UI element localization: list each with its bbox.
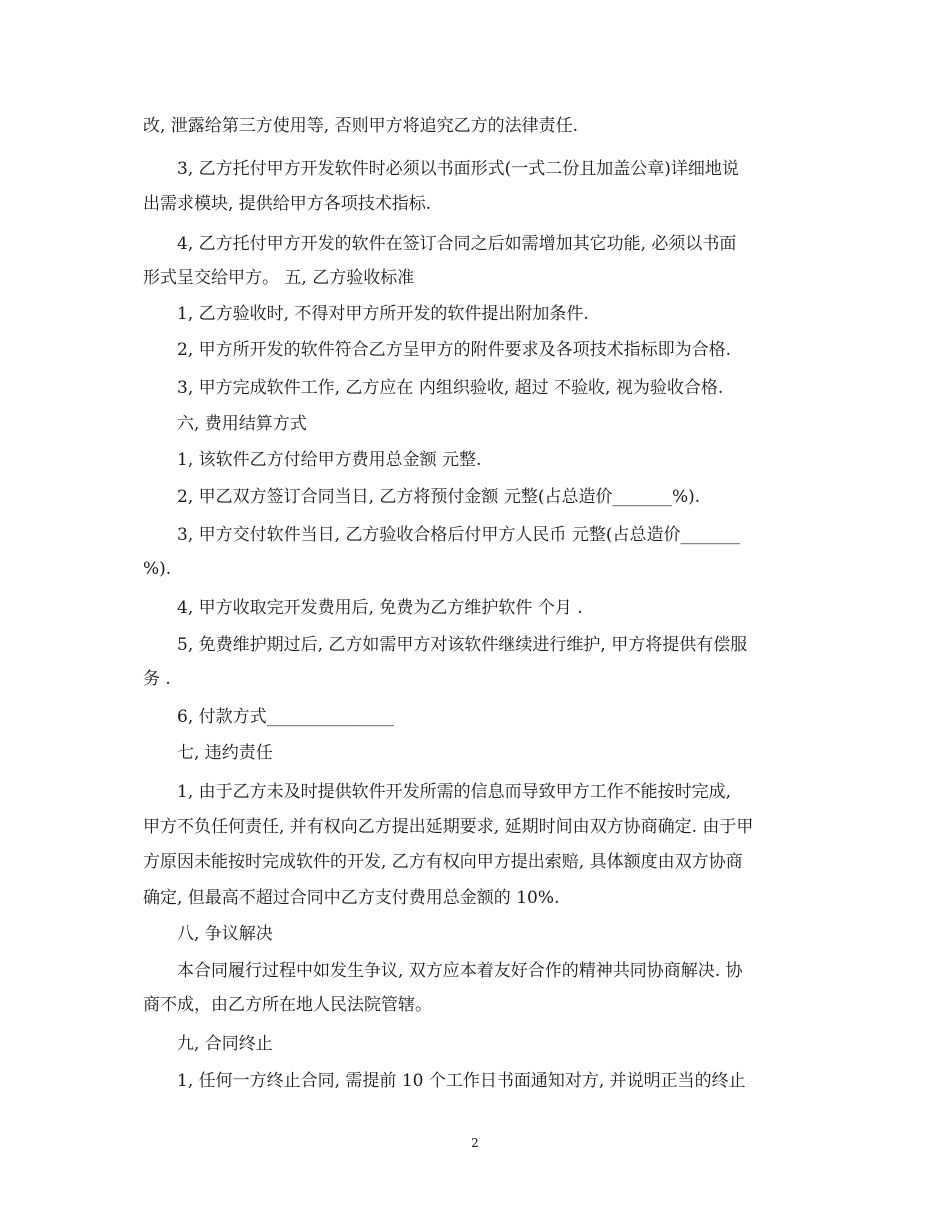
text-line: 3, 甲方完成软件工作, 乙方应在 内组织验收, 超过 不验收, 视为验收合格. bbox=[177, 378, 724, 398]
section-heading: 六, 费用结算方式 bbox=[177, 414, 307, 434]
text-line: 4, 甲方收取完开发费用后, 免费为乙方维护软件 个月 . bbox=[177, 598, 583, 618]
text-line: 出需求模块, 提供给甲方各项技术指标. bbox=[143, 194, 432, 214]
text-line: 1, 任何一方终止合同, 需提前 10 个工作日书面通知对方, 并说明正当的终止 bbox=[177, 1071, 746, 1091]
text-line: 形式呈交给甲方。 五, 乙方验收标准 bbox=[143, 268, 415, 288]
text-line: 1, 该软件乙方付给甲方费用总金额 元整. bbox=[177, 450, 482, 470]
text-line: 1, 乙方验收时, 不得对甲方所开发的软件提出附加条件. bbox=[177, 304, 589, 324]
text-line: 本合同履行过程中如发生争议, 双方应本着友好合作的精神共同协商解决. 协 bbox=[177, 961, 743, 981]
text-line: 务 . bbox=[143, 669, 171, 689]
section-heading: 八, 争议解决 bbox=[177, 924, 273, 944]
page-number: 2 bbox=[471, 1136, 479, 1150]
text-line: %). bbox=[143, 559, 172, 579]
section-heading: 九, 合同终止 bbox=[177, 1034, 273, 1054]
text-line: 3, 乙方托付甲方开发软件时必须以书面形式(一式二份且加盖公章)详细地说 bbox=[177, 159, 739, 179]
text-line: 甲方不负任何责任, 并有权向乙方提出延期要求, 延期时间由双方协商确定. 由于甲 bbox=[143, 817, 754, 837]
text-line: 确定, 但最高不超过合同中乙方支付费用总金额的 10%. bbox=[143, 888, 560, 908]
text-line: 3, 甲方交付软件当日, 乙方验收合格后付甲方人民币 元整(占总造价_______ bbox=[177, 525, 740, 545]
section-heading: 七, 违约责任 bbox=[177, 743, 273, 763]
text-line: 5, 免费维护期过后, 乙方如需甲方对该软件继续进行维护, 甲方将提供有偿服 bbox=[177, 635, 748, 655]
text-line: 2, 甲乙双方签订合同当日, 乙方将预付金额 元整(占总造价_______%). bbox=[177, 487, 701, 507]
text-line: 商不成，由乙方所在地人民法院管辖。 bbox=[143, 995, 432, 1015]
text-line: 6, 付款方式_______________ bbox=[177, 707, 395, 727]
text-line: 1, 由于乙方未及时提供软件开发所需的信息而导致甲方工作不能按时完成, bbox=[177, 782, 732, 802]
text-line: 方原因未能按时完成软件的开发, 乙方有权向甲方提出索赔, 具体额度由双方协商 bbox=[143, 852, 743, 872]
text-line: 改, 泄露给第三方使用等, 否则甲方将追究乙方的法律责任. bbox=[143, 116, 579, 136]
text-line: 4, 乙方托付甲方开发的软件在签订合同之后如需增加其它功能, 必须以书面 bbox=[177, 234, 737, 254]
text-line: 2, 甲方所开发的软件符合乙方呈甲方的附件要求及各项技术指标即为合格. bbox=[177, 340, 732, 360]
